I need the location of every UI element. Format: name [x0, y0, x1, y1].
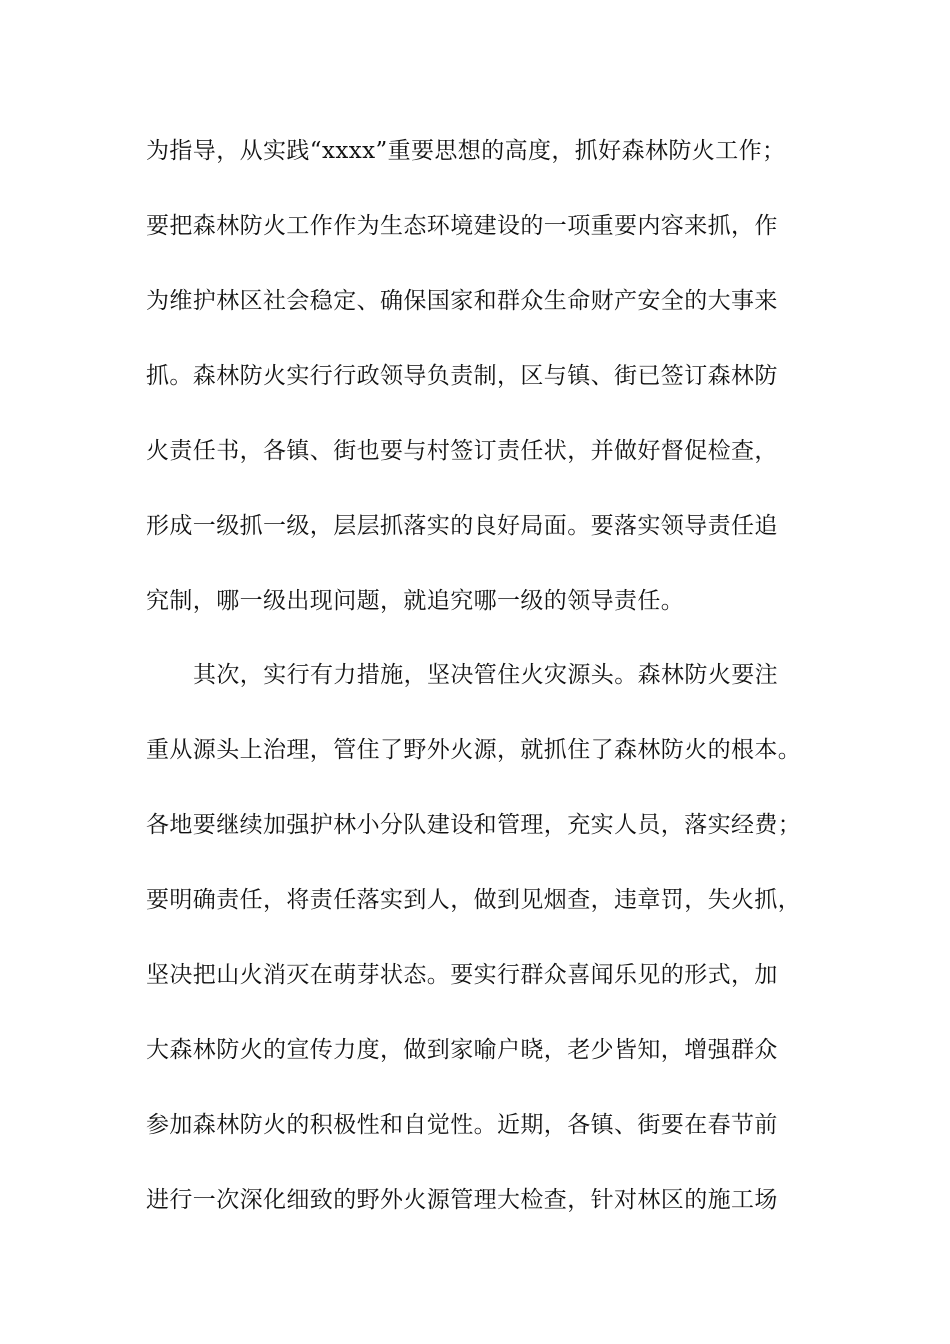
text-line: 要明确责任，将责任落实到人，做到见烟查，违章罚，失火抓， [146, 887, 802, 913]
text-line: 为指导，从实践“xxxx”重要思想的高度，抓好森林防火工作； [146, 138, 786, 164]
text-line: 要把森林防火工作作为生态环境建设的一项重要内容来抓，作 [146, 213, 778, 239]
text-line: 重从源头上治理，管住了野外火源，就抓住了森林防火的根本。 [146, 737, 802, 763]
text-line: 抓。森林防火实行行政领导负责制，区与镇、街已签订森林防 [146, 363, 778, 389]
text-line: 各地要继续加强护林小分队建设和管理，充实人员，落实经费； [146, 812, 802, 838]
text-line: 火责任书，各镇、街也要与村签订责任状，并做好督促检查， [146, 438, 778, 464]
text-line: 坚决把山火消灭在萌芽状态。要实行群众喜闻乐见的形式，加 [146, 962, 778, 988]
text-line: 形成一级抓一级，层层抓落实的良好局面。要落实领导责任追 [146, 513, 778, 539]
text-line: 参加森林防火的积极性和自觉性。近期，各镇、街要在春节前 [146, 1112, 778, 1138]
text-line: 究制，哪一级出现问题，就追究哪一级的领导责任。 [146, 588, 685, 614]
paragraph-first-line: 其次，实行有力措施，坚决管住火灾源头。森林防火要注 [193, 662, 778, 688]
text-line: 进行一次深化细致的野外火源管理大检查，针对林区的施工场 [146, 1187, 778, 1213]
text-line: 为维护林区社会稳定、确保国家和群众生命财产安全的大事来 [146, 288, 778, 314]
text-line: 大森林防火的宣传力度，做到家喻户晓，老少皆知，增强群众 [146, 1037, 778, 1063]
